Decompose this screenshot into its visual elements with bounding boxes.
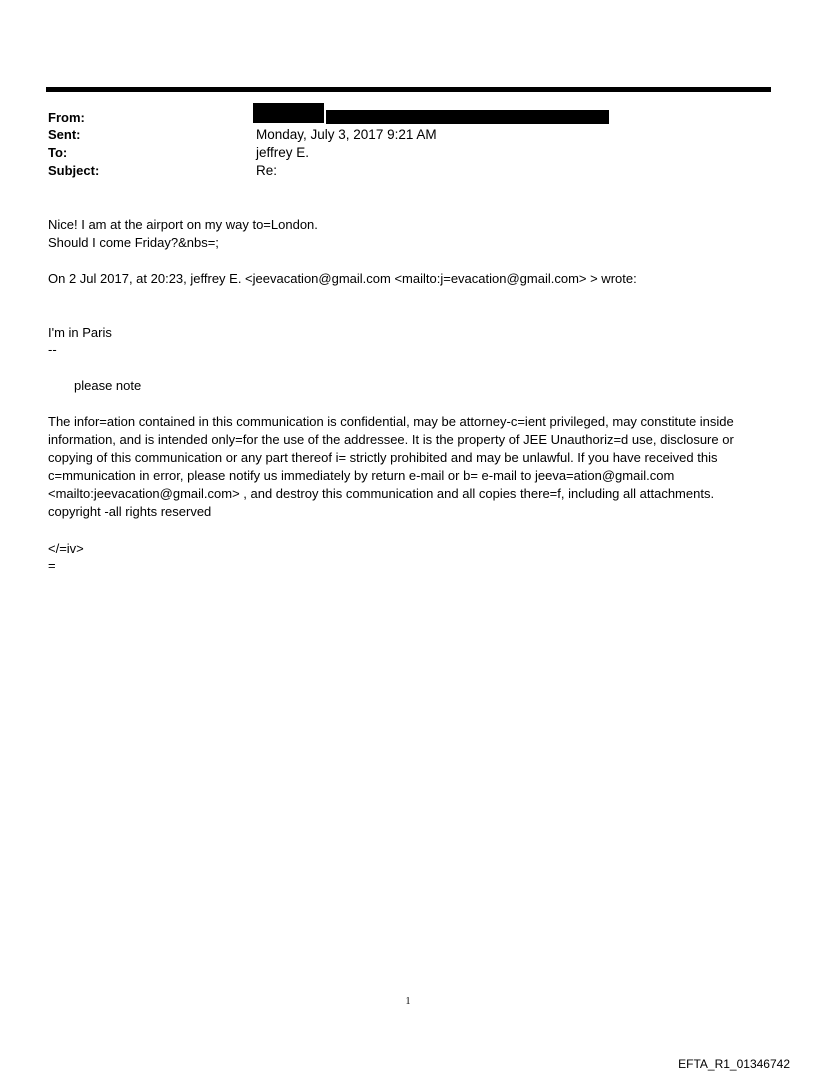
to-value: jeffrey E.: [256, 145, 310, 160]
redaction-block: [253, 103, 324, 123]
disclaimer-paragraph: The infor=ation contained in this communication is confidential, may be attorney-c=ient privileged, may constitute inside information, and is intended only=for the use of the addressee. It is the property of JEE Unauthoriz=d use, disclosure or copying of this communication or any part thereof i= strictly prohibited and may be unlawful. If you have received this c=mmunication in error, please notify us immediately by return e-mail or b= e-mail to jeeva=ation@gmail.com <mailto:jeevacation@gmail.com> , and destroy this communication and all copies there=f, including all attachments. copyright -all rights reserved: [48, 414, 734, 519]
subject-value: Re:: [256, 163, 278, 178]
signature-separator: --: [48, 342, 57, 357]
redaction-block: [326, 110, 609, 124]
subject-label: Subject:: [48, 163, 100, 178]
from-label: From:: [48, 110, 85, 125]
trailing-markup: </=iv>: [48, 541, 84, 556]
sent-label: Sent:: [48, 127, 81, 142]
to-label: To:: [48, 145, 68, 160]
sent-value: Monday, July 3, 2017 9:21 AM: [256, 127, 437, 142]
quoted-line: I'm in Paris: [48, 325, 112, 340]
body-line: Nice! I am at the airport on my way to=London.: [48, 217, 318, 232]
trailing-markup: =: [48, 558, 56, 573]
quote-intro: On 2 Jul 2017, at 20:23, jeffrey E. <jeevacation@gmail.com <mailto:j=evacation@gmail.com> > wrote:: [48, 271, 637, 286]
body-line: Should I come Friday?&nbs=;: [48, 235, 219, 250]
header-rule: [46, 87, 771, 92]
page-number: 1: [405, 996, 411, 1007]
please-note: please note: [74, 378, 142, 393]
bates-number: EFTA_R1_01346742: [678, 1057, 790, 1071]
